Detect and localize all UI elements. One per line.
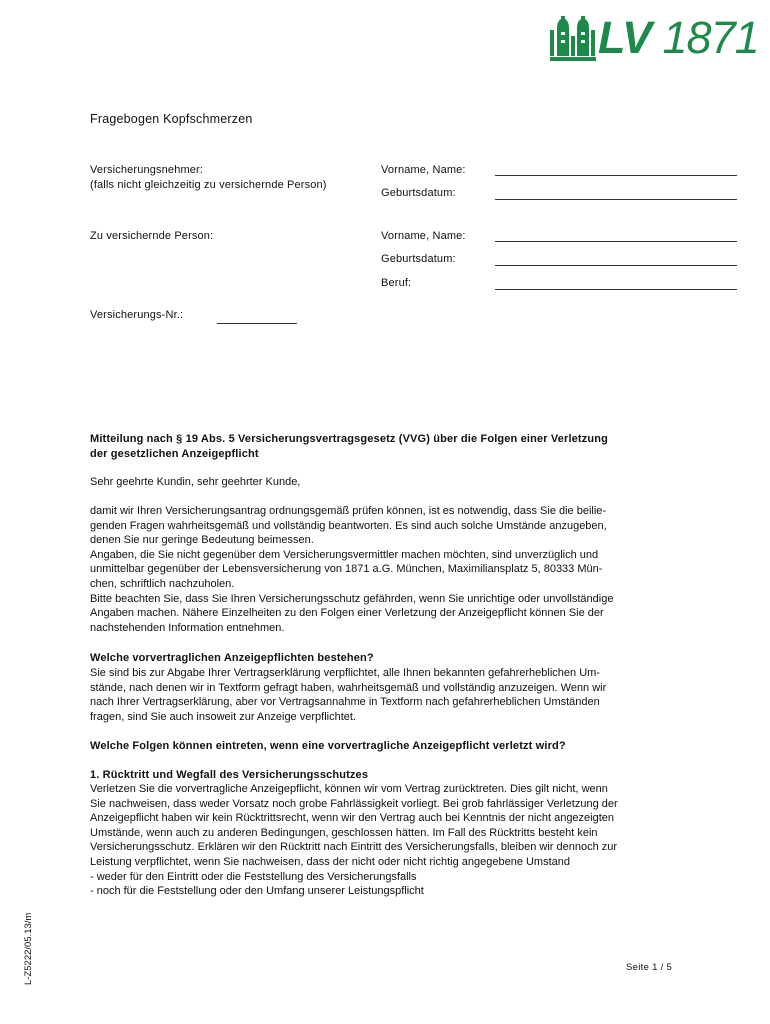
text-line: Umstände, wenn auch zu anderen Bedingungen, geschlossen hätten. Im Fall des Rücktritts besteht kein	[90, 826, 598, 839]
text-line: fragen, sind Sie auch insoweit zur Anzeige verpflichtet.	[90, 710, 356, 723]
text-line: Leistung verpflichtet, wenn Sie nachweisen, dass der nicht oder nicht richtig angegebene Umstand	[90, 855, 571, 868]
text-line: stände, nach denen wir in Textform gefragt haben, wahrheitsgemäß und vollständig anzuzeigen. Wenn wir	[90, 681, 607, 694]
text-line: Verletzen Sie die vorvertragliche Anzeigepflicht, können wir vom Vertrag zurücktreten. Dies gilt nicht, wenn	[90, 783, 608, 795]
insured-person-label: Zu versichernde Person:	[90, 230, 214, 242]
policy-number-field[interactable]	[217, 323, 297, 324]
form-code: L-Z5222/05.13/m	[23, 912, 34, 985]
text-line: Sie sind bis zur Abgabe Ihrer Vertragserklärung verpflichtet, alle Ihnen bekannten gefahrerheblichen Um-	[90, 667, 600, 679]
salutation: Sehr geehrte Kundin, sehr geehrter Kunde,	[90, 476, 301, 488]
page-title: Fragebogen Kopfschmerzen	[90, 112, 253, 126]
page-number: Seite 1 / 5	[626, 962, 673, 973]
text-line: Sie nachweisen, dass weder Vorsatz noch grobe Fahrlässigkeit vorliegt. Bei grob fahrlässiger Verletzung der	[90, 797, 618, 810]
text-line: Angaben machen. Nähere Einzelheiten zu den Folgen einer Verletzung der Anzeigepflicht können Sie der	[90, 607, 604, 620]
insured-name-label: Vorname, Name:	[381, 230, 466, 242]
policyholder-note: (falls nicht gleichzeitig zu versichernde Person)	[90, 179, 327, 191]
policyholder-name-label: Vorname, Name:	[381, 164, 466, 176]
insured-birthdate-label: Geburtsdatum:	[381, 253, 456, 265]
policyholder-birthdate-field[interactable]	[495, 199, 737, 200]
text-line: genden Fragen wahrheitsgemäß und vollständig beantworten. Es sind auch solche Umstände anzugeben,	[90, 519, 607, 532]
q2-heading: Welche Folgen können eintreten, wenn eine vorvertragliche Anzeigepflicht verletzt wird?	[90, 740, 566, 752]
notice-heading	[90, 432, 720, 461]
text-line: Bitte beachten Sie, dass Sie Ihren Versicherungsschutz gefährden, wenn Sie unrichtige oder unvollständige	[90, 592, 614, 605]
text-line: denen Sie nur geringe Bedeutung beimessen.	[90, 534, 314, 547]
brand-name: LV 1871	[598, 12, 759, 63]
text-line: damit wir Ihren Versicherungsantrag ordnungsgemäß prüfen können, ist es notwendig, dass Sie die beilie-	[90, 505, 607, 517]
insured-occupation-label: Beruf:	[381, 277, 412, 289]
section-1-heading: 1. Rücktritt und Wegfall des Versicherungsschutzes	[90, 769, 369, 781]
q1-heading: Welche vorvertraglichen Anzeigepflichten bestehen?	[90, 652, 374, 664]
policyholder-birthdate-label: Geburtsdatum:	[381, 187, 456, 199]
policyholder-label: Versicherungsnehmer:	[90, 164, 204, 176]
text-line: Angaben, die Sie nicht gegenüber dem Versicherungsvermittler machen möchten, sind unverzüglich und	[90, 548, 599, 561]
insured-occupation-field[interactable]	[495, 289, 737, 290]
text-line: Versicherungsschutz. Erklären wir den Rücktritt nach Eintritt des Versicherungsfalls, bleiben wir dennoch zur	[90, 841, 618, 854]
insured-birthdate-field[interactable]	[495, 265, 737, 266]
text-line: Anzeigepflicht haben wir kein Rücktrittsrecht, wenn wir den Vertrag auch bei Kenntnis der nicht angezeigten	[90, 812, 615, 825]
text-line: - noch für die Feststellung oder den Umfang unserer Leistungspflicht	[90, 885, 424, 898]
section-1-paragraph	[90, 782, 720, 899]
frauenkirche-icon	[550, 16, 596, 62]
text-line: unmittelbar gegenüber der Lebensversicherung von 1871 a.G. München, Maximiliansplatz 5, 80333 Mün-	[90, 563, 603, 576]
intro-paragraph	[90, 504, 720, 635]
policy-number-label: Versicherungs-Nr.:	[90, 309, 184, 321]
text-line: chen, schriftlich nachzuholen.	[90, 577, 235, 590]
text-line: nach Ihrer Vertragserklärung, aber vor Vertragsannahme in Textform nach gefahrerheblichen Umständen	[90, 696, 600, 709]
q1-paragraph	[90, 666, 720, 724]
text-line: nachstehenden Information entnehmen.	[90, 621, 285, 634]
lv1871-logo	[550, 12, 759, 63]
insured-name-field[interactable]	[495, 241, 737, 242]
policyholder-name-field[interactable]	[495, 175, 737, 176]
text-line: - weder für den Eintritt oder die Feststellung des Versicherungsfalls	[90, 870, 417, 883]
notice-heading-line: Mitteilung nach § 19 Abs. 5 Versicherungsvertragsgesetz (VVG) über die Folgen einer Verletzung	[90, 433, 608, 445]
notice-heading-line: der gesetzlichen Anzeigepflicht	[90, 447, 259, 460]
